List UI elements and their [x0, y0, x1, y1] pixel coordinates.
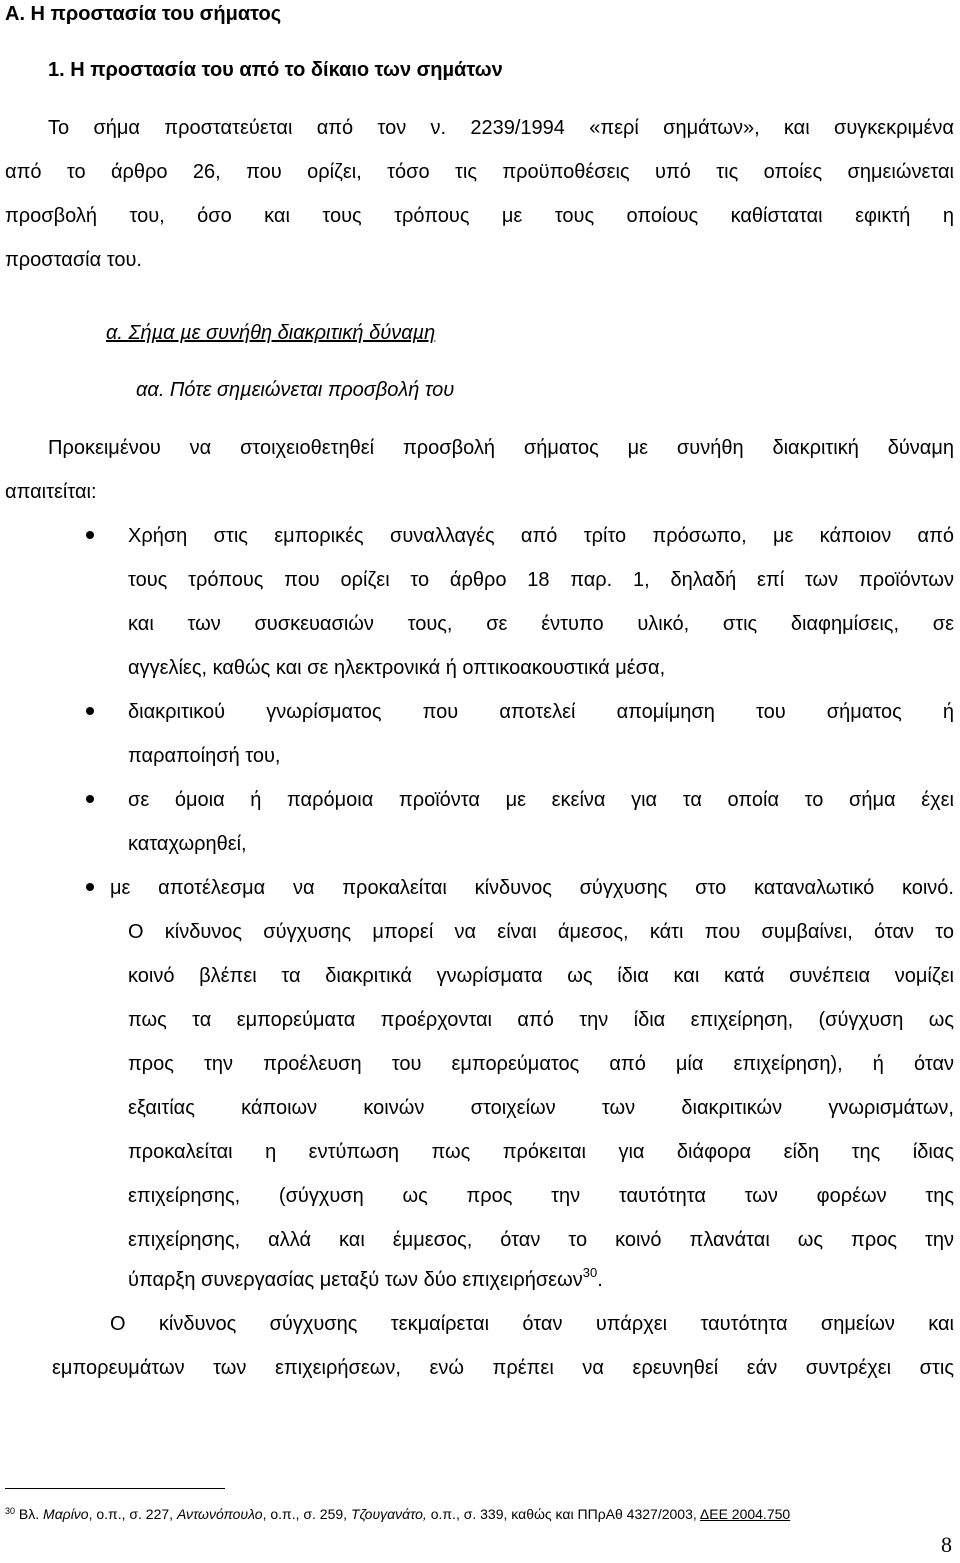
paragraph-line: εμπορευμάτων των επιχειρήσεων, ενώ πρέπει να ερευνηθεί εάν συντρέχει στις — [52, 1357, 954, 1379]
list-item-line: τους τρόπους που ορίζει το άρθρο 18 παρ. 1, δηλαδή επί των προϊόντων — [128, 569, 954, 591]
footnote-number: 30 — [5, 1506, 16, 1516]
list-item-line: διακριτικού γνωρίσματος που αποτελεί απομίμηση του σήματος ή — [128, 701, 954, 723]
paragraph-line: προς την προέλευση του εμπορεύματος από μία επιχείρηση), ή όταν — [128, 1053, 954, 1075]
footnote-reference[interactable]: 30 — [582, 1265, 598, 1280]
paragraph-line: Ο κίνδυνος σύγχυσης τεκμαίρεται όταν υπάρχει ταυτότητα σημείων και — [110, 1313, 954, 1335]
subsection-heading-alpha: α. Σήµα µε συνήθη διακριτική δύναµη — [106, 322, 436, 344]
bullet-marker — [86, 883, 94, 891]
footnote-author: Τζουγανάτο, — [350, 1506, 427, 1522]
footnote-separator — [5, 1488, 225, 1489]
paragraph-text: ύπαρξη συνεργασίας μεταξύ των δύο επιχειρήσεων — [128, 1269, 583, 1291]
paragraph-line: προσβολή του, όσο και τους τρόπους με τους οποίους καθίσταται εφικτή η — [5, 205, 954, 227]
list-item-line: Χρήση στις εμπορικές συναλλαγές από τρίτο πρόσωπο, με κάποιον από — [128, 525, 954, 547]
footnote-citation: ΔΕΕ 2004.750 — [699, 1506, 791, 1522]
paragraph-line: Ο κίνδυνος σύγχυσης μπορεί να είναι άμεσος, κάτι που συμβαίνει, όταν το — [128, 921, 954, 943]
list-item-line: αγγελίες, καθώς και σε ηλεκτρονικά ή οπτικοακουστικά μέσα, — [128, 657, 666, 679]
paragraph-line: από το άρθρο 26, που ορίζει, τόσο τις προϋποθέσεις υπό τις οποίες σημειώνεται — [5, 161, 954, 183]
paragraph-line: εξαιτίας κάποιων κοινών στοιχείων των διακριτικών γνωρισμάτων, — [128, 1097, 954, 1119]
section-heading: Α. Η προστασία του σήματος — [5, 3, 282, 25]
bullet-marker — [86, 531, 94, 539]
footnote-author: Μαρίνο — [43, 1506, 89, 1522]
footnote-text: Βλ. — [15, 1506, 44, 1522]
list-item-line: και των συσκευασιών τους, σε έντυπο υλικό, στις διαφημίσεις, σε — [128, 613, 954, 635]
paragraph-line: επιχείρησης, αλλά και έμμεσος, όταν το κοινό πλανάται ως προς την — [128, 1229, 954, 1251]
paragraph-line: Το σήμα προστατεύεται από τον ν. 2239/1994 «περί σημάτων», και συγκεκριμένα — [48, 117, 954, 139]
subsection-heading-alpha-alpha: αα. Πότε σηµειώνεται προσβολή του — [136, 379, 455, 401]
page-number: 8 — [941, 1532, 952, 1557]
subsection-heading: 1. Η προστασία του από το δίκαιο των σηµάτων — [48, 59, 503, 81]
bullet-marker — [86, 707, 94, 715]
footnote-author: Αντωνόπουλο — [176, 1506, 263, 1522]
paragraph-line: προκαλείται η εντύπωση πως πρόκειται για διάφορα είδη της ίδιας — [128, 1141, 954, 1163]
paragraph-line: Προκειμένου να στοιχειοθετηθεί προσβολή σήματος με συνήθη διακριτική δύναμη — [48, 437, 954, 459]
paragraph-line: επιχείρησης, (σύγχυση ως προς την ταυτότητα των φορέων της — [128, 1185, 954, 1207]
list-item-line: παραποίησή του, — [128, 745, 281, 767]
paragraph-line: απαιτείται: — [5, 481, 97, 503]
paragraph-line: πως τα εμπορεύματα προέρχονται από την ίδια επιχείρηση, (σύγχυση ως — [128, 1009, 954, 1031]
paragraph-line — [128, 1265, 603, 1294]
footnote — [5, 1505, 790, 1523]
paragraph-line: προστασία του. — [5, 249, 142, 271]
bullet-marker — [86, 795, 94, 803]
period: . — [597, 1269, 603, 1291]
footnote-text: , ο.π., σ. 227, — [88, 1506, 177, 1522]
footnote-text: , ο.π., σ. 259, — [262, 1506, 351, 1522]
list-item-line: καταχωρηθεί, — [128, 833, 247, 855]
paragraph-line: κοινό βλέπει τα διακριτικά γνωρίσματα ως ίδια και κατά συνέπεια νομίζει — [128, 965, 954, 987]
list-item-line: σε όμοια ή παρόμοια προϊόντα με εκείνα για τα οποία το σήμα έχει — [128, 789, 954, 811]
list-item-line: με αποτέλεσμα να προκαλείται κίνδυνος σύγχυσης στο καταναλωτικό κοινό. — [110, 877, 954, 899]
footnote-text: ο.π., σ. 339, καθώς και ΠΠρΑθ 4327/2003, — [426, 1506, 700, 1522]
